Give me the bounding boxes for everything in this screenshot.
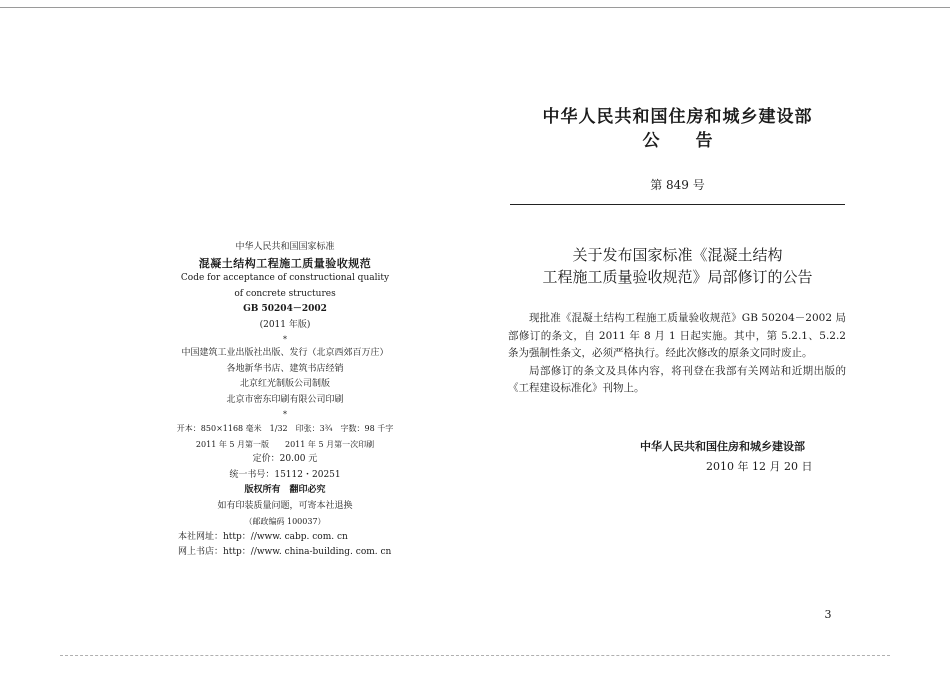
colophon-platemaker: 北京红光制版公司制版 bbox=[239, 379, 330, 389]
colophon-returns: 如有印装质量问题，可寄本社退换 bbox=[217, 500, 353, 511]
body-paragraph-2: 局部修订的条文及具体内容，将刊登在我部有关网站和近期出版的《工程建设标准化》刊物上。 bbox=[508, 364, 846, 394]
colophon-english-title-1: Code for acceptance of constructional quality bbox=[180, 273, 390, 283]
signature-date: 2010 年 12 月 20 日 bbox=[706, 460, 813, 473]
colophon-printing: 2011 年 5 月第一版 2011 年 5 月第一次印刷 bbox=[195, 439, 375, 449]
colophon-standard-code: GB 50204－2002 bbox=[243, 304, 327, 314]
colophon bbox=[150, 240, 420, 561]
colophon-format: 开本：850×1168 毫米 1/32 印张：3¾ 字数：98 千字 bbox=[176, 424, 394, 433]
announcement-body bbox=[508, 310, 846, 398]
heading-line-1: 关于发布国家标准《混凝土结构 bbox=[572, 246, 783, 264]
colophon-english-title-2: of concrete structures bbox=[234, 288, 336, 299]
colophon-separator-2: * bbox=[283, 410, 287, 419]
colophon-distributor: 各地新华书店、建筑书店经销 bbox=[226, 363, 344, 374]
colophon-online-store: 网上书店：http：//www. china-building. com. cn bbox=[178, 547, 392, 557]
colophon-publisher: 中国建筑工业出版社出版、发行（北京西郊百万庄） bbox=[181, 348, 389, 358]
scan-edge-top bbox=[0, 7, 950, 8]
colophon-edition: (2011 年版) bbox=[259, 319, 311, 330]
ministry-title: 中华人民共和国住房和城乡建设部 bbox=[542, 107, 813, 127]
colophon-postcode: （邮政编码 100037） bbox=[244, 517, 326, 526]
colophon-website: 本社网址：http：//www. cabp. com. cn bbox=[178, 531, 348, 542]
announcement-heading bbox=[505, 244, 850, 288]
colophon-series: 中华人民共和国国家标准 bbox=[235, 242, 335, 252]
announcement-label: 公告 bbox=[642, 131, 749, 151]
scan-edge-bottom bbox=[60, 655, 890, 656]
colophon-price: 定价：20.00 元 bbox=[252, 454, 318, 464]
heading-line-2: 工程施工质量验收规范》局部修订的公告 bbox=[542, 268, 813, 286]
announcement-number: 第 849 号 bbox=[650, 178, 705, 192]
body-paragraph-1: 现批准《混凝土结构工程施工质量验收规范》GB 50204－2002 局部修订的条文，自 2011 年 8 月 1 日起实施。其中，第 5.2.1、5.2.2 条为强制性条文，必须严格执行。经此次修改的原条文同时废止。 bbox=[508, 312, 846, 359]
colophon-title: 混凝土结构工程施工质量验收规范 bbox=[198, 256, 372, 270]
colophon-copyright: 版权所有 翻印必究 bbox=[244, 485, 326, 495]
colophon-separator-1: * bbox=[283, 335, 287, 344]
page-number: 3 bbox=[824, 608, 832, 621]
colophon-printer: 北京市密东印刷有限公司印刷 bbox=[226, 394, 344, 405]
colophon-book-number: 统一书号：15112・20251 bbox=[229, 469, 341, 480]
signature: 中华人民共和国住房和城乡建设部 bbox=[640, 440, 805, 453]
header-rule bbox=[510, 204, 845, 205]
